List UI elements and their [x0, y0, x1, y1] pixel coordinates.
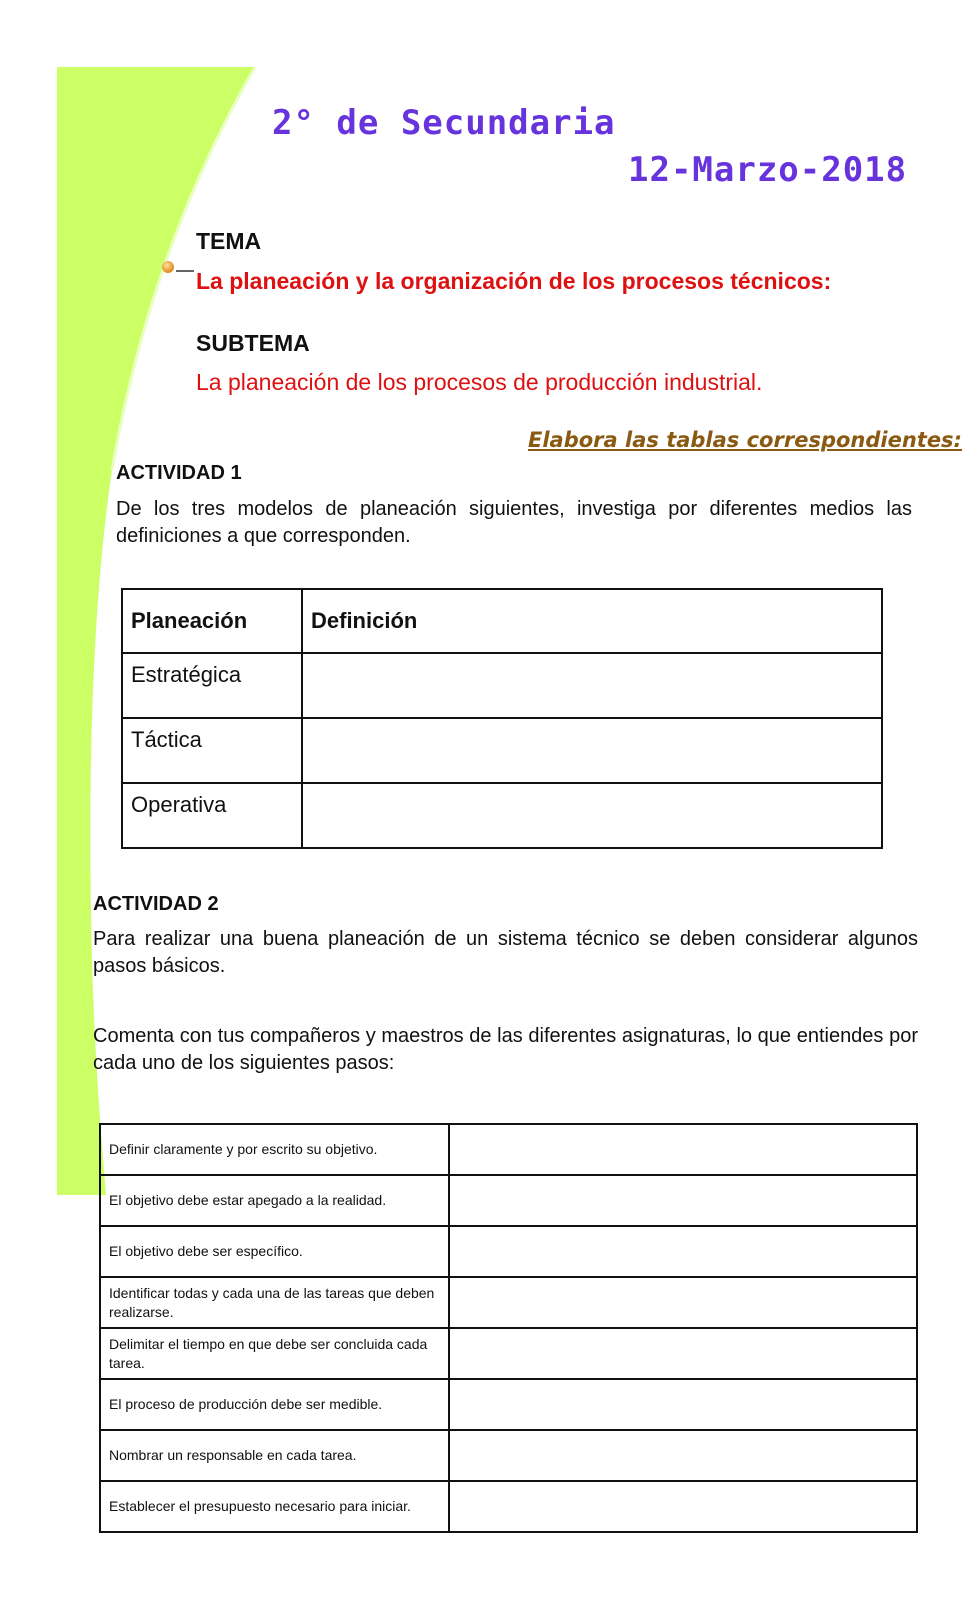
step-text: El proceso de producción debe ser medible.: [100, 1379, 449, 1430]
cell-definicion: [302, 783, 882, 848]
table-row: [100, 1124, 917, 1175]
step-answer-cell: [449, 1379, 917, 1430]
cell-planeacion: Operativa: [122, 783, 302, 848]
bullet-ball-icon: [160, 259, 194, 279]
cell-planeacion: Estratégica: [122, 653, 302, 718]
step-answer-cell: [449, 1277, 917, 1328]
actividad1-title: ACTIVIDAD 1: [116, 462, 242, 484]
subtema-text: La planeación de los procesos de producción industrial.: [196, 369, 763, 395]
header-planeacion: Planeación: [122, 589, 302, 653]
step-answer-cell: [449, 1328, 917, 1379]
table-row: [100, 1175, 917, 1226]
step-text: El objetivo debe ser específico.: [100, 1226, 449, 1277]
tema-label: TEMA: [196, 228, 262, 254]
table-row: [100, 1379, 917, 1430]
table-row: [100, 1277, 917, 1328]
table-row: [122, 653, 882, 718]
step-answer-cell: [449, 1430, 917, 1481]
step-answer-cell: [449, 1226, 917, 1277]
step-answer-cell: [449, 1124, 917, 1175]
table-header-row: [122, 589, 882, 653]
cell-definicion: [302, 718, 882, 783]
table-row: [122, 783, 882, 848]
step-text: Delimitar el tiempo en que debe ser concluida cada tarea.: [100, 1328, 449, 1379]
table-row: [100, 1226, 917, 1277]
step-answer-cell: [449, 1481, 917, 1532]
actividad2-title: ACTIVIDAD 2: [93, 893, 219, 915]
step-text: Definir claramente y por escrito su objetivo.: [100, 1124, 449, 1175]
step-text: Nombrar un responsable en cada tarea.: [100, 1430, 449, 1481]
subtema-label: SUBTEMA: [196, 330, 310, 356]
actividad2-text1: Para realizar una buena planeación de un sistema técnico se deben considerar algunos pasos básicos.: [93, 928, 918, 977]
grade-title: 2° de Secundaria: [272, 103, 616, 143]
table-row: [100, 1481, 917, 1532]
instruction-text: Elabora las tablas correspondientes:: [528, 428, 962, 452]
date-title: 12-Marzo-2018: [628, 150, 908, 190]
step-text: Establecer el presupuesto necesario para iniciar.: [100, 1481, 449, 1532]
table-row: [100, 1328, 917, 1379]
tema-text: La planeación y la organización de los procesos técnicos:: [196, 268, 832, 294]
step-text: El objetivo debe estar apegado a la realidad.: [100, 1175, 449, 1226]
planeacion-table: [121, 588, 883, 849]
header-definicion: Definición: [302, 589, 882, 653]
cell-planeacion: Táctica: [122, 718, 302, 783]
pasos-table: [99, 1123, 918, 1533]
cell-definicion: [302, 653, 882, 718]
step-text: Identificar todas y cada una de las tareas que deben realizarse.: [100, 1277, 449, 1328]
table-row: [122, 718, 882, 783]
actividad2-text2: Comenta con tus compañeros y maestros de las diferentes asignaturas, lo que entiendes por cada uno de los siguientes pasos:: [93, 1025, 918, 1074]
actividad1-text: De los tres modelos de planeación siguientes, investiga por diferentes medios las definiciones a que corresponden.: [116, 498, 912, 547]
step-answer-cell: [449, 1175, 917, 1226]
table-row: [100, 1430, 917, 1481]
